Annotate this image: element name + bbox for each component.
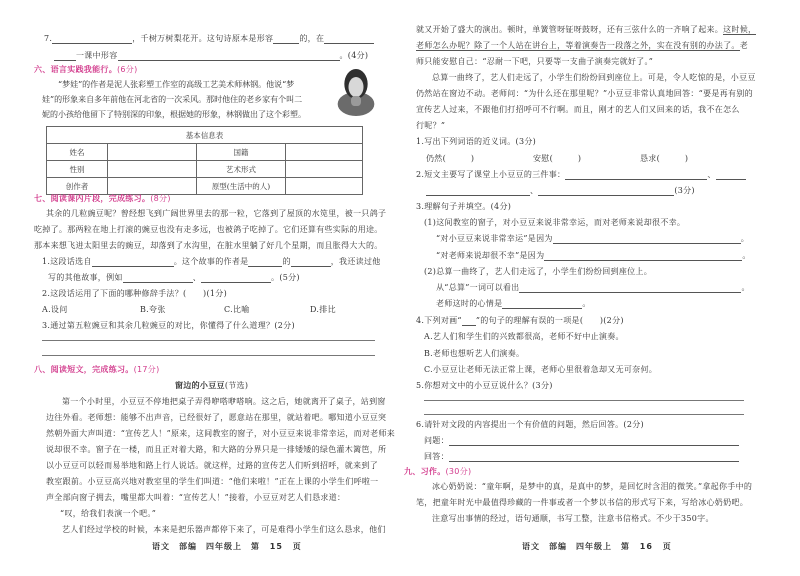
option-b[interactable]: B.夸张	[140, 305, 166, 314]
q-text: 2.短文主要写了课堂上小豆豆的三件事：	[416, 170, 566, 179]
table-cell-input[interactable]	[108, 144, 197, 161]
table-cell-input[interactable]	[108, 161, 197, 178]
q-text: 一课中形容	[76, 51, 118, 60]
underlined-sentence: 老师怎么办呢？除了一个人站在讲台上，等着演奏告一段落之外，实在没有别的办法了。	[416, 41, 740, 50]
q-text: 的	[282, 257, 291, 266]
paragraph-line: 师只能安慰自己：“忍耐一下吧，只要等一支曲子演奏完就好了。”	[416, 57, 654, 66]
answer-line[interactable]	[42, 355, 375, 356]
table-cell: 国籍	[197, 144, 286, 161]
question-input[interactable]	[449, 437, 739, 446]
paragraph-line: 行呢？”	[416, 121, 446, 130]
answer-blank[interactable]	[92, 258, 174, 267]
answer-blank[interactable]	[565, 171, 707, 180]
question-3: 3.通过第五粒豌豆和其余几粒豌豆的对比，你懂得了什么道理？(2分)	[42, 321, 295, 330]
answer-blank[interactable]	[123, 274, 193, 283]
table-cell: 艺术形式	[197, 161, 286, 178]
section-title: 九、习作。	[404, 467, 446, 476]
q-text: ，千树万树梨花开。这句诗原本是形容	[132, 34, 274, 43]
option-d[interactable]: D.排比	[310, 305, 336, 314]
section-title: 六、语言实践我能行。	[34, 65, 117, 74]
sentence-1a	[436, 234, 749, 244]
paragraph-line: 声全部向窗子拥去，嘴里都大叫着：“宣传艺人！”接着，小豆豆对艺人们恳求道：	[46, 493, 346, 502]
q-text: 4.下列对画“	[416, 316, 462, 325]
answer-blank[interactable]	[201, 274, 271, 283]
q-text: ”的句子的理解有误的一项是( )(2分)	[475, 316, 624, 325]
table-title: 基本信息表	[47, 127, 363, 144]
paragraph-line: 其余的几粒豌豆呢？曾经想飞到广阔世界里去的那一粒，它落到了屋顶的水笕里，被一只鸽子	[46, 209, 387, 218]
q-text: ，我还读过他	[330, 257, 381, 266]
paragraph-line: 吃掉了。那两粒在地上打滚的豌豆也没有走多远，也被鸽子吃掉了。它们还算有些实际的用途。	[34, 225, 383, 234]
paragraph-line: 笔，把童年时光中最值得珍藏的一件事或者一个梦以书信的形式写下来，写给冰心奶奶吧。	[416, 498, 748, 507]
question-2: 2.这段话运用了下面的哪种修辞手法？( )(1分)	[42, 289, 228, 298]
passage-title	[175, 380, 248, 391]
paragraph-line: “叹，给我们表演一个吧。”	[60, 509, 157, 518]
paragraph-line: 注意写出事情的经过，语句通顺，书写工整，注意书信格式。不少于350字。	[432, 514, 714, 523]
section-points: (30分)	[445, 467, 472, 476]
q-text: “对小豆豆来说非常幸运”是因为	[436, 234, 553, 243]
answer-blank[interactable]	[52, 35, 132, 44]
question-1	[42, 257, 381, 267]
underlined-sentence: 这时候，	[723, 25, 757, 34]
question-3: 3.理解句子并填空。(4分)	[416, 202, 512, 211]
section-title: 七、阅读课内片段，完成练习。	[34, 194, 151, 203]
question-5: 5.你想对文中的小豆豆说什么？(3分)	[416, 381, 553, 390]
answer-blank[interactable]	[502, 300, 582, 309]
page-footer-16: 语文 部编 四年级上 第 16 页	[522, 542, 672, 551]
table-cell: 创作者	[47, 178, 108, 195]
option-b[interactable]: B.老师也想听艺人们演奏。	[424, 349, 525, 358]
section-points: (17分)	[133, 365, 160, 374]
option-c[interactable]: C.小豆豆让老师无法正常上课，老师心里很着急却又无可奈何。	[424, 365, 658, 374]
answer-blank[interactable]	[273, 35, 299, 44]
q-text: 。	[740, 234, 749, 243]
q-text: 1.这段话选自	[42, 257, 92, 266]
synonym-blank-2[interactable]: 安慰( )	[533, 154, 582, 163]
synonym-blank-1[interactable]: 仍然( )	[426, 154, 475, 163]
text: 老	[739, 41, 749, 50]
table-cell: 性别	[47, 161, 108, 178]
q-text: 。	[582, 299, 591, 308]
q-label: 问题：	[424, 436, 449, 445]
q-text: 从“总算”一词可以看出	[436, 283, 520, 292]
q-number: 7.	[44, 34, 53, 43]
table-cell: 原型(生活中的人)	[197, 178, 286, 195]
q-text: 的，在	[299, 34, 325, 43]
table-cell-input[interactable]	[286, 178, 363, 195]
a-label: 回答：	[424, 452, 449, 461]
question-2-cont	[426, 186, 695, 196]
section-6-heading	[34, 65, 138, 75]
section-points: (6分)	[117, 65, 138, 74]
answer-blank[interactable]	[553, 235, 741, 244]
q-text: 老师这时的心情是	[436, 299, 503, 308]
option-c[interactable]: C.比喻	[224, 305, 250, 314]
answer-blank[interactable]	[118, 52, 340, 61]
table-cell-input[interactable]	[108, 178, 197, 195]
answer-blank[interactable]	[426, 187, 530, 196]
section-8-heading	[34, 365, 160, 375]
answer-line[interactable]	[424, 414, 744, 415]
answer-blank[interactable]	[519, 284, 741, 293]
synonym-blank-3[interactable]: 恳求( )	[640, 154, 689, 163]
option-a[interactable]: A.设问	[42, 305, 68, 314]
sentence-1: (1)这间教室的窗子，对小豆豆来说非常幸运，而对老师来说却很不幸。	[424, 218, 686, 227]
question-6: 6.请针对文段的内容提出一个有价值的问题，然后回答。(2分)	[416, 420, 644, 429]
paragraph-line: 艺人们经过学校的时候，本来是把乐器声都停下来了，可是难得小学生们这么恳求，他们	[62, 525, 386, 534]
table-cell-input[interactable]	[286, 161, 363, 178]
sentence-1b	[436, 251, 751, 261]
paragraph-line: 教室跟前。小豆豆高兴地对教室里的学生们叫道：“他们来啦！”正在上课的小学生们呼啦一	[46, 477, 379, 486]
paragraph-line: 宣传艺人过来，不跟他们打招呼可不行啊。而且，刚才的艺人们又回来的话，我不在怎么	[416, 105, 740, 114]
paragraph-line	[416, 25, 756, 35]
answer-blank[interactable]	[54, 52, 76, 61]
sentence-2a	[436, 283, 750, 293]
paragraph-line: 妮的小孩给他留下了特别深的印象，根据她的形象，林钢做出了这个彩塑。	[42, 110, 306, 119]
section-title: 八、阅读短文，完成练习。	[34, 365, 134, 374]
answer-line[interactable]	[42, 340, 375, 341]
option-a[interactable]: A.艺人们和学生们的兴致都很高，老师不好中止演奏。	[424, 332, 624, 341]
q-text: 。(5分)	[271, 273, 300, 282]
paragraph-line: 边往外看。老师想：能够不出声音，已经很好了，愿意站在那里，就站着吧。哪知道小豆豆突	[46, 413, 387, 422]
question-1: 1.写出下列词语的近义词。(3分)	[416, 137, 537, 146]
girl-photo	[336, 66, 376, 116]
answer-input[interactable]	[449, 453, 739, 462]
paragraph-line: 说却很不幸。窗子在一楼，而且正对着大路，和大路的分界只是一排矮矮的绿色灌木篱笆，所	[46, 445, 387, 454]
paragraph-line: 仍然站在窗边不动。老师问：“为什么还在那里呢？”小豆豆非常认真地回答：“要是再有别的	[416, 89, 753, 98]
page-footer-15: 语文 部编 四年级上 第 15 页	[152, 542, 302, 551]
q-text: 、	[707, 170, 716, 179]
paragraph-line: “梦娃”的作者是泥人张彩塑工作室的高级工艺美术师林钢。他说“梦	[58, 80, 295, 89]
title-text: 窗边的小豆豆	[175, 380, 225, 390]
table-cell: 姓名	[47, 144, 108, 161]
question-2	[416, 170, 746, 180]
q-text: 。	[741, 283, 750, 292]
question-field	[424, 436, 739, 446]
table-row	[47, 144, 363, 161]
title-note: (节选)	[224, 381, 249, 390]
question-4	[416, 316, 624, 326]
answer-blank[interactable]	[544, 252, 742, 261]
q-text: (3分)	[674, 186, 695, 195]
table-row	[47, 161, 363, 178]
answer-line[interactable]	[424, 400, 744, 401]
answer-blank[interactable]	[291, 258, 331, 267]
q-text: 。(4分)	[339, 51, 369, 60]
table-cell-input[interactable]	[286, 144, 363, 161]
answer-blank[interactable]	[248, 258, 282, 267]
paragraph-line: 第一个小时里，小豆豆不停地把桌子弄得咿嗒咿嗒响。这之后，她就离开了桌子，站到窗	[62, 397, 386, 406]
section-9-heading	[404, 467, 471, 477]
paragraph-line: 总算一曲终了，艺人们走远了，小学生们纷纷回到座位上。可是，令人吃惊的是，小豆豆	[432, 73, 756, 82]
question-7-cont	[54, 51, 368, 61]
paragraph-line: 那本来想飞进太阳里去的豌豆，却落到了水沟里，在脏水里躺了好几个星期，而且胀得大大的。	[34, 241, 383, 250]
underline-marker	[462, 317, 476, 326]
paragraph-line: 然朝外面大声叫道：“宣传艺人！”原来，这间教室的窗子，对小豆豆来说非常幸运，而对老师来	[46, 429, 396, 438]
q-text: 、	[192, 273, 202, 282]
answer-blank[interactable]	[324, 35, 374, 44]
section-7-heading	[34, 194, 171, 204]
table-row	[47, 178, 363, 195]
text: 就又开始了盛大的演出。顿时，单簧管呀钲呀鼓呀，还有三弦什么的一齐响了起来。	[416, 25, 724, 34]
answer-blank[interactable]	[716, 171, 746, 180]
answer-field	[424, 452, 739, 462]
q-text: 。这个故事的作者是	[173, 257, 249, 266]
sentence-2: (2)总算一曲终了，艺人们走远了，小学生们纷纷回到座位上。	[424, 267, 653, 276]
q-text: 、	[530, 186, 539, 195]
q-text: “对老师来说却很不幸”是因为	[436, 251, 545, 260]
q-text: 写的其他故事，例如	[48, 273, 123, 282]
question-1-cont	[48, 273, 300, 283]
q-text: 。	[742, 251, 751, 260]
section-points: (8分)	[150, 194, 171, 203]
answer-blank[interactable]	[538, 187, 674, 196]
basic-info-table	[46, 126, 363, 195]
paragraph-line: 以小豆豆可以轻而易举地和路上行人说话。就这样，过路的宣传艺人们听到招呼，就来到了	[46, 461, 378, 470]
paragraph-line	[416, 41, 748, 51]
paragraph-line: 娃”的形象来自多年前他在河北省的一次采风。那时他住的老乡家有个叫二	[42, 95, 303, 104]
sentence-2b	[436, 299, 591, 309]
paragraph-line: 冰心奶奶说：“童年啊，是梦中的真，是真中的梦，是回忆时含泪的微笑。”拿起你手中的	[432, 482, 753, 491]
question-7	[44, 34, 374, 44]
